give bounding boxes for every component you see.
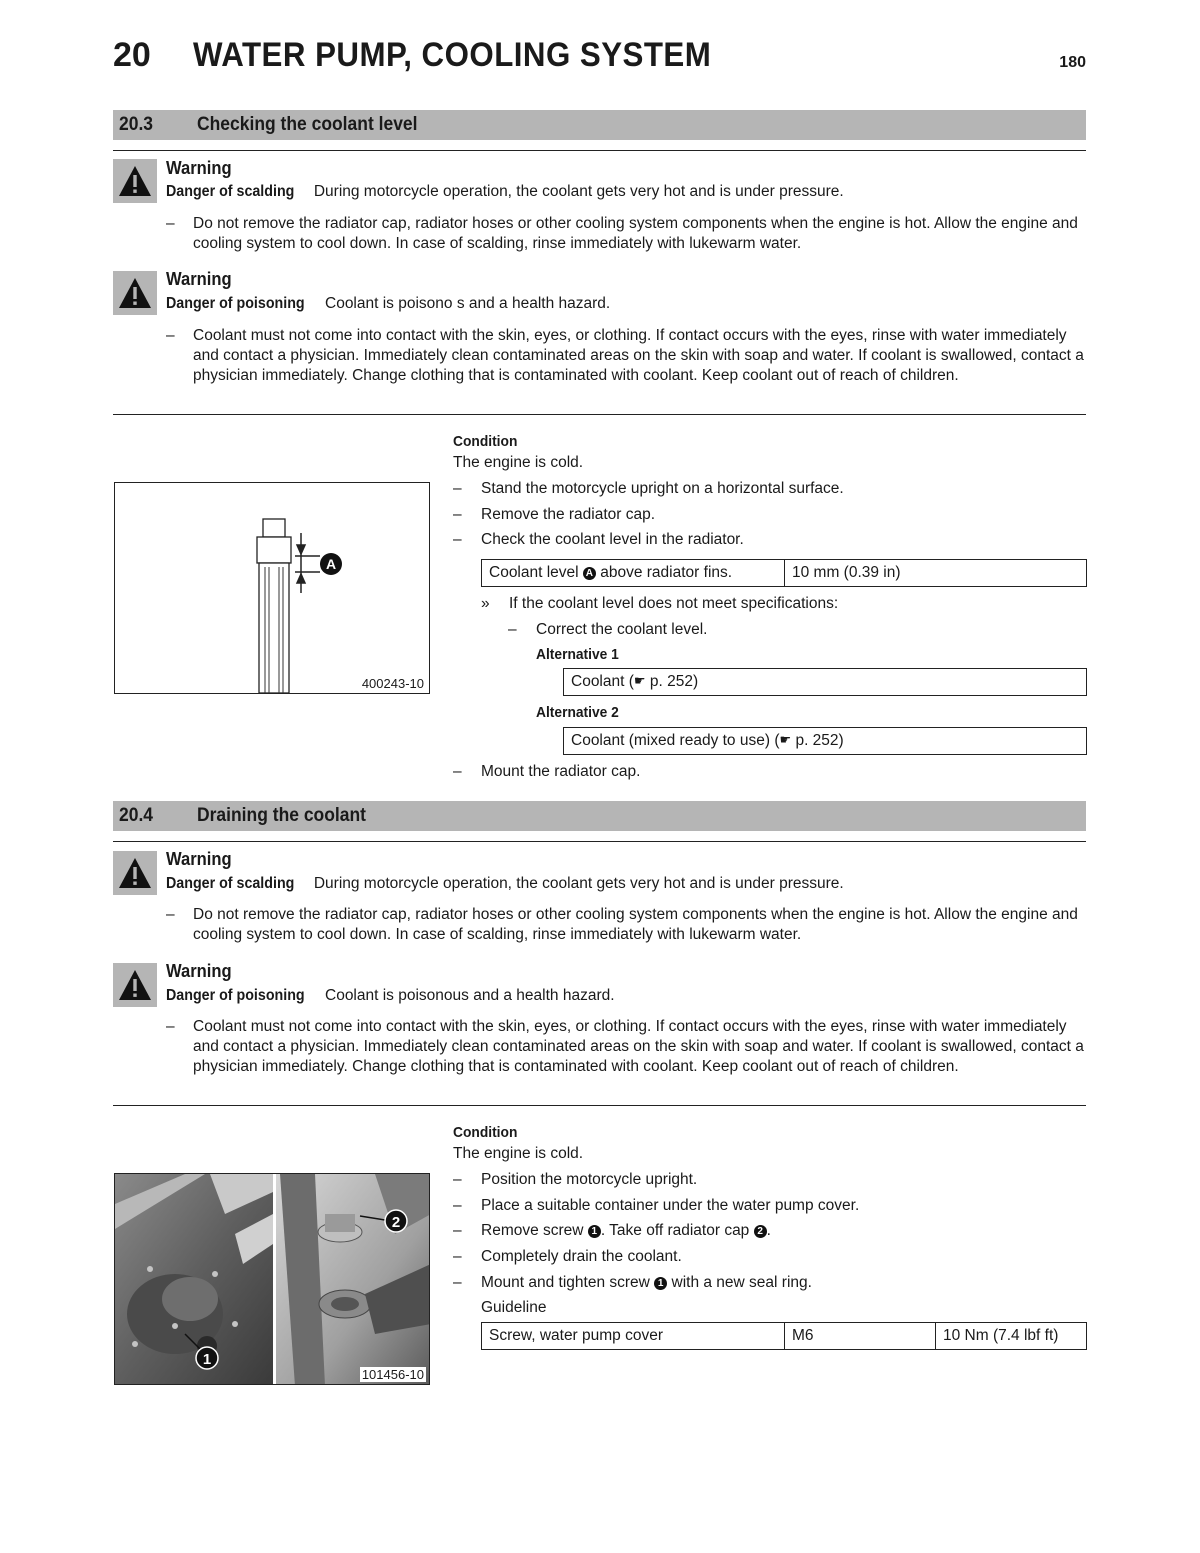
warning-icon — [113, 159, 157, 203]
section-number: 20.4 — [119, 805, 154, 826]
figure-water-pump-photo — [114, 1173, 430, 1385]
table-cell: Screw, water pump cover — [482, 1323, 785, 1350]
step-item: – Mount the radiator cap. — [453, 763, 641, 780]
warning-instruction: Do not remove the radiator cap, radiator hoses or other cooling system components when the engine is hot. Allow the engine and cooling system to cool down. In case of scalding, rinse immediately with lukewarm water. — [193, 215, 1078, 252]
marker-a: A — [325, 556, 337, 572]
condition-text: The engine is cold. — [453, 454, 584, 471]
radiator-diagram — [115, 483, 430, 694]
warning-instruction: Coolant must not come into contact with the skin, eyes, or clothing. If contact occurs with the eyes, rinse with water immediately and contact a physician. Immediately clean contaminated areas on the skin with soap and water. If coolant is swallowed, contact a physician immediately. Change clothing that is contaminated with coolant. Keep coolant out of reach of children. — [193, 327, 1084, 384]
warning-text: Coolant is poisono s and a health hazard. — [325, 295, 611, 312]
alternative-table — [563, 668, 1087, 696]
list-item — [166, 326, 1086, 408]
list-item — [166, 1017, 1086, 1099]
divider — [113, 150, 1086, 151]
guideline-label: Guideline — [481, 1299, 547, 1316]
table-cell: Coolant level A above radiator fins. — [482, 560, 785, 587]
dash-marker: – — [166, 1018, 175, 1035]
section-heading-bar — [113, 801, 1086, 831]
engine-photo — [115, 1174, 430, 1385]
figure-code: 101456-10 — [361, 1367, 424, 1382]
marker-1: 1 — [202, 1351, 212, 1368]
list-item — [166, 214, 1086, 256]
spec-table — [481, 1322, 1087, 1350]
warning-line — [166, 183, 844, 201]
condition-text: The engine is cold. — [453, 1145, 584, 1162]
step-item: – Remove the radiator cap. — [453, 506, 656, 523]
chapter-title: WATER PUMP, COOLING SYSTEM — [193, 36, 712, 74]
section-title: Checking the coolant level — [197, 114, 418, 135]
table-row — [482, 560, 1087, 587]
warning-text: During motorcycle operation, the coolant gets very hot and is under pressure. — [313, 875, 844, 892]
warning-icon — [113, 851, 157, 895]
warning-title: Warning — [166, 961, 232, 981]
condition-label: Condition — [453, 433, 518, 450]
divider — [113, 414, 1086, 415]
pointer-icon: ☛ — [633, 673, 646, 688]
step-item: – Stand the motorcycle upright on a horizontal surface. — [453, 480, 844, 497]
warning-label: Danger of poisoning — [166, 295, 305, 312]
warning-icon — [113, 271, 157, 315]
pointer-icon: ☛ — [779, 732, 792, 747]
step-item: – Position the motorcycle upright. — [453, 1171, 698, 1188]
divider — [113, 1105, 1086, 1106]
step-item: – Remove screw 1 . Take off radiator cap 2 . — [453, 1222, 771, 1239]
warning-label: Danger of scalding — [166, 875, 295, 892]
marker-1-inline: 1 — [588, 1225, 601, 1238]
step-item: – Mount and tighten screw 1 with a new seal ring. — [453, 1274, 812, 1291]
warning-line — [166, 987, 615, 1005]
warning-text: During motorcycle operation, the coolant gets very hot and is under pressure. — [313, 183, 844, 200]
dash-marker: – — [166, 906, 175, 923]
marker-1-inline: 1 — [654, 1277, 667, 1290]
warning-line — [166, 295, 610, 313]
table-cell: Coolant (mixed ready to use) (☛ p. 252) — [564, 728, 1087, 755]
table-row — [564, 728, 1087, 755]
alternative-label: Alternative 2 — [536, 704, 619, 721]
dash-marker: – — [166, 327, 175, 344]
section-title: Draining the coolant — [197, 805, 366, 826]
dash-marker: – — [166, 215, 175, 232]
list-item — [166, 905, 1086, 947]
warning-label: Danger of scalding — [166, 183, 295, 200]
table-row — [564, 669, 1087, 696]
chapter-number: 20 — [113, 36, 151, 74]
alternative-table — [563, 727, 1087, 755]
alternative-label: Alternative 1 — [536, 646, 619, 663]
warning-label: Danger of poisoning — [166, 987, 305, 1004]
check-note: » If the coolant level does not meet specifications: — [481, 595, 839, 612]
table-cell: 10 Nm (7.4 lbf ft) — [936, 1323, 1087, 1350]
warning-icon — [113, 963, 157, 1007]
step-item: – Completely drain the coolant. — [453, 1248, 682, 1265]
section-number: 20.3 — [119, 114, 154, 135]
marker-2-inline: 2 — [754, 1225, 767, 1238]
condition-label: Condition — [453, 1124, 518, 1141]
page-number: 180 — [1059, 54, 1086, 71]
section-heading-bar — [113, 110, 1086, 140]
step-item: – Check the coolant level in the radiator. — [453, 531, 744, 548]
marker-2: 2 — [391, 1214, 401, 1231]
warning-instruction: Do not remove the radiator cap, radiator hoses or other cooling system components when the engine is hot. Allow the engine and cooling system to cool down. In case of scalding, rinse immediately with lukewarm water. — [193, 906, 1078, 943]
sub-step: – Correct the coolant level. — [508, 621, 708, 638]
warning-title: Warning — [166, 269, 232, 289]
warning-text: Coolant is poisonous and a health hazard. — [325, 987, 615, 1004]
table-cell: M6 — [785, 1323, 936, 1350]
marker-a-inline: A — [583, 567, 596, 580]
spec-table — [481, 559, 1087, 587]
table-cell: Coolant (☛ p. 252) — [564, 669, 1087, 696]
warning-instruction: Coolant must not come into contact with the skin, eyes, or clothing. If contact occurs with the eyes, rinse with water immediately and contact a physician. Immediately clean contaminated areas on the skin with soap and water. If coolant is swallowed, contact a physician immediately. Change clothing that is contaminated with coolant. Keep coolant out of reach of children. — [193, 1018, 1084, 1075]
divider — [113, 841, 1086, 842]
step-item: – Place a suitable container under the water pump cover. — [453, 1197, 860, 1214]
warning-title: Warning — [166, 158, 232, 178]
table-cell: 10 mm (0.39 in) — [785, 560, 1087, 587]
figure-code: 400243-10 — [361, 676, 424, 691]
table-row — [482, 1323, 1087, 1350]
figure-coolant-level — [114, 482, 430, 694]
warning-line — [166, 875, 844, 893]
warning-title: Warning — [166, 849, 232, 869]
